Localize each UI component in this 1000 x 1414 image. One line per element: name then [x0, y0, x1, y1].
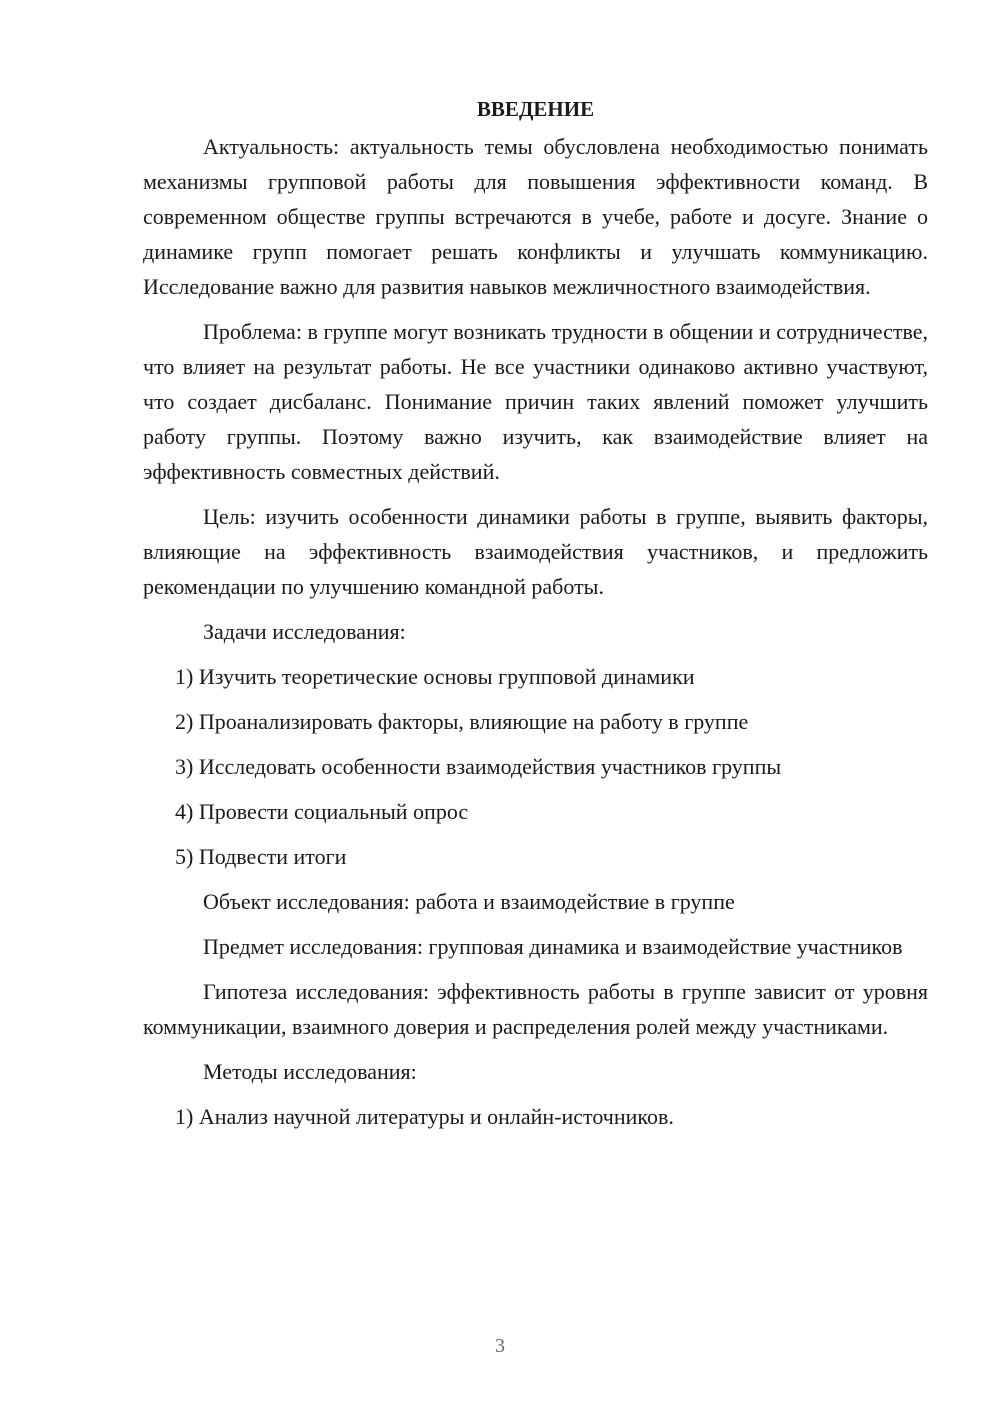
list-item: 1) Изучить теоретические основы групповой динамики: [175, 664, 695, 689]
page-number: 3: [495, 1335, 505, 1357]
document-page: [143, 92, 928, 1144]
hypothesis-paragraph: Гипотеза исследования: эффективность работы в группе зависит от уровня коммуникации, взаимного доверия и распределения ролей между участниками.: [143, 979, 928, 1039]
object-line: Объект исследования: работа и взаимодействие в группе: [203, 889, 735, 914]
problem-paragraph: Проблема: в группе могут возникать трудности в общении и сотрудничестве, что влияет на результат работы. Не все участники одинаково активно участвуют, что создает дисбаланс. Понимание причин таких явлений поможет улучшить работу группы. Поэтому важно изучить, как взаимодействие влияет на эффективность совместных действий.: [143, 319, 928, 484]
goal-paragraph: Цель: изучить особенности динамики работы в группе, выявить факторы, влияющие на эффективность взаимодействия участников, и предложить рекомендации по улучшению командной работы.: [143, 504, 928, 599]
tasks-heading: Задачи исследования:: [203, 619, 406, 644]
tasks-list: [143, 659, 928, 874]
list-item: 1) Анализ научной литературы и онлайн-источников.: [175, 1104, 674, 1129]
list-item: 4) Провести социальный опрос: [175, 799, 469, 824]
page-title: ВВЕДЕНИЕ: [476, 97, 595, 121]
subject-paragraph: Предмет исследования: групповая динамика и взаимодействие участников: [203, 934, 903, 959]
list-item: 5) Подвести итоги: [175, 844, 347, 869]
methods-heading: Методы исследования:: [203, 1059, 417, 1084]
list-item: 3) Исследовать особенности взаимодействия участников группы: [175, 754, 782, 779]
relevance-paragraph: Актуальность: актуальность темы обусловлена необходимостью понимать механизмы групповой работы для повышения эффективности команд. В современном обществе группы встречаются в учебе, работе и досуге. Знание о динамике групп помогает решать конфликты и улучшать коммуникацию. Исследование важно для развития навыков межличностного взаимодействия.: [143, 134, 928, 299]
methods-list: [143, 1099, 928, 1134]
list-item: 2) Проанализировать факторы, влияющие на работу в группе: [175, 709, 749, 734]
